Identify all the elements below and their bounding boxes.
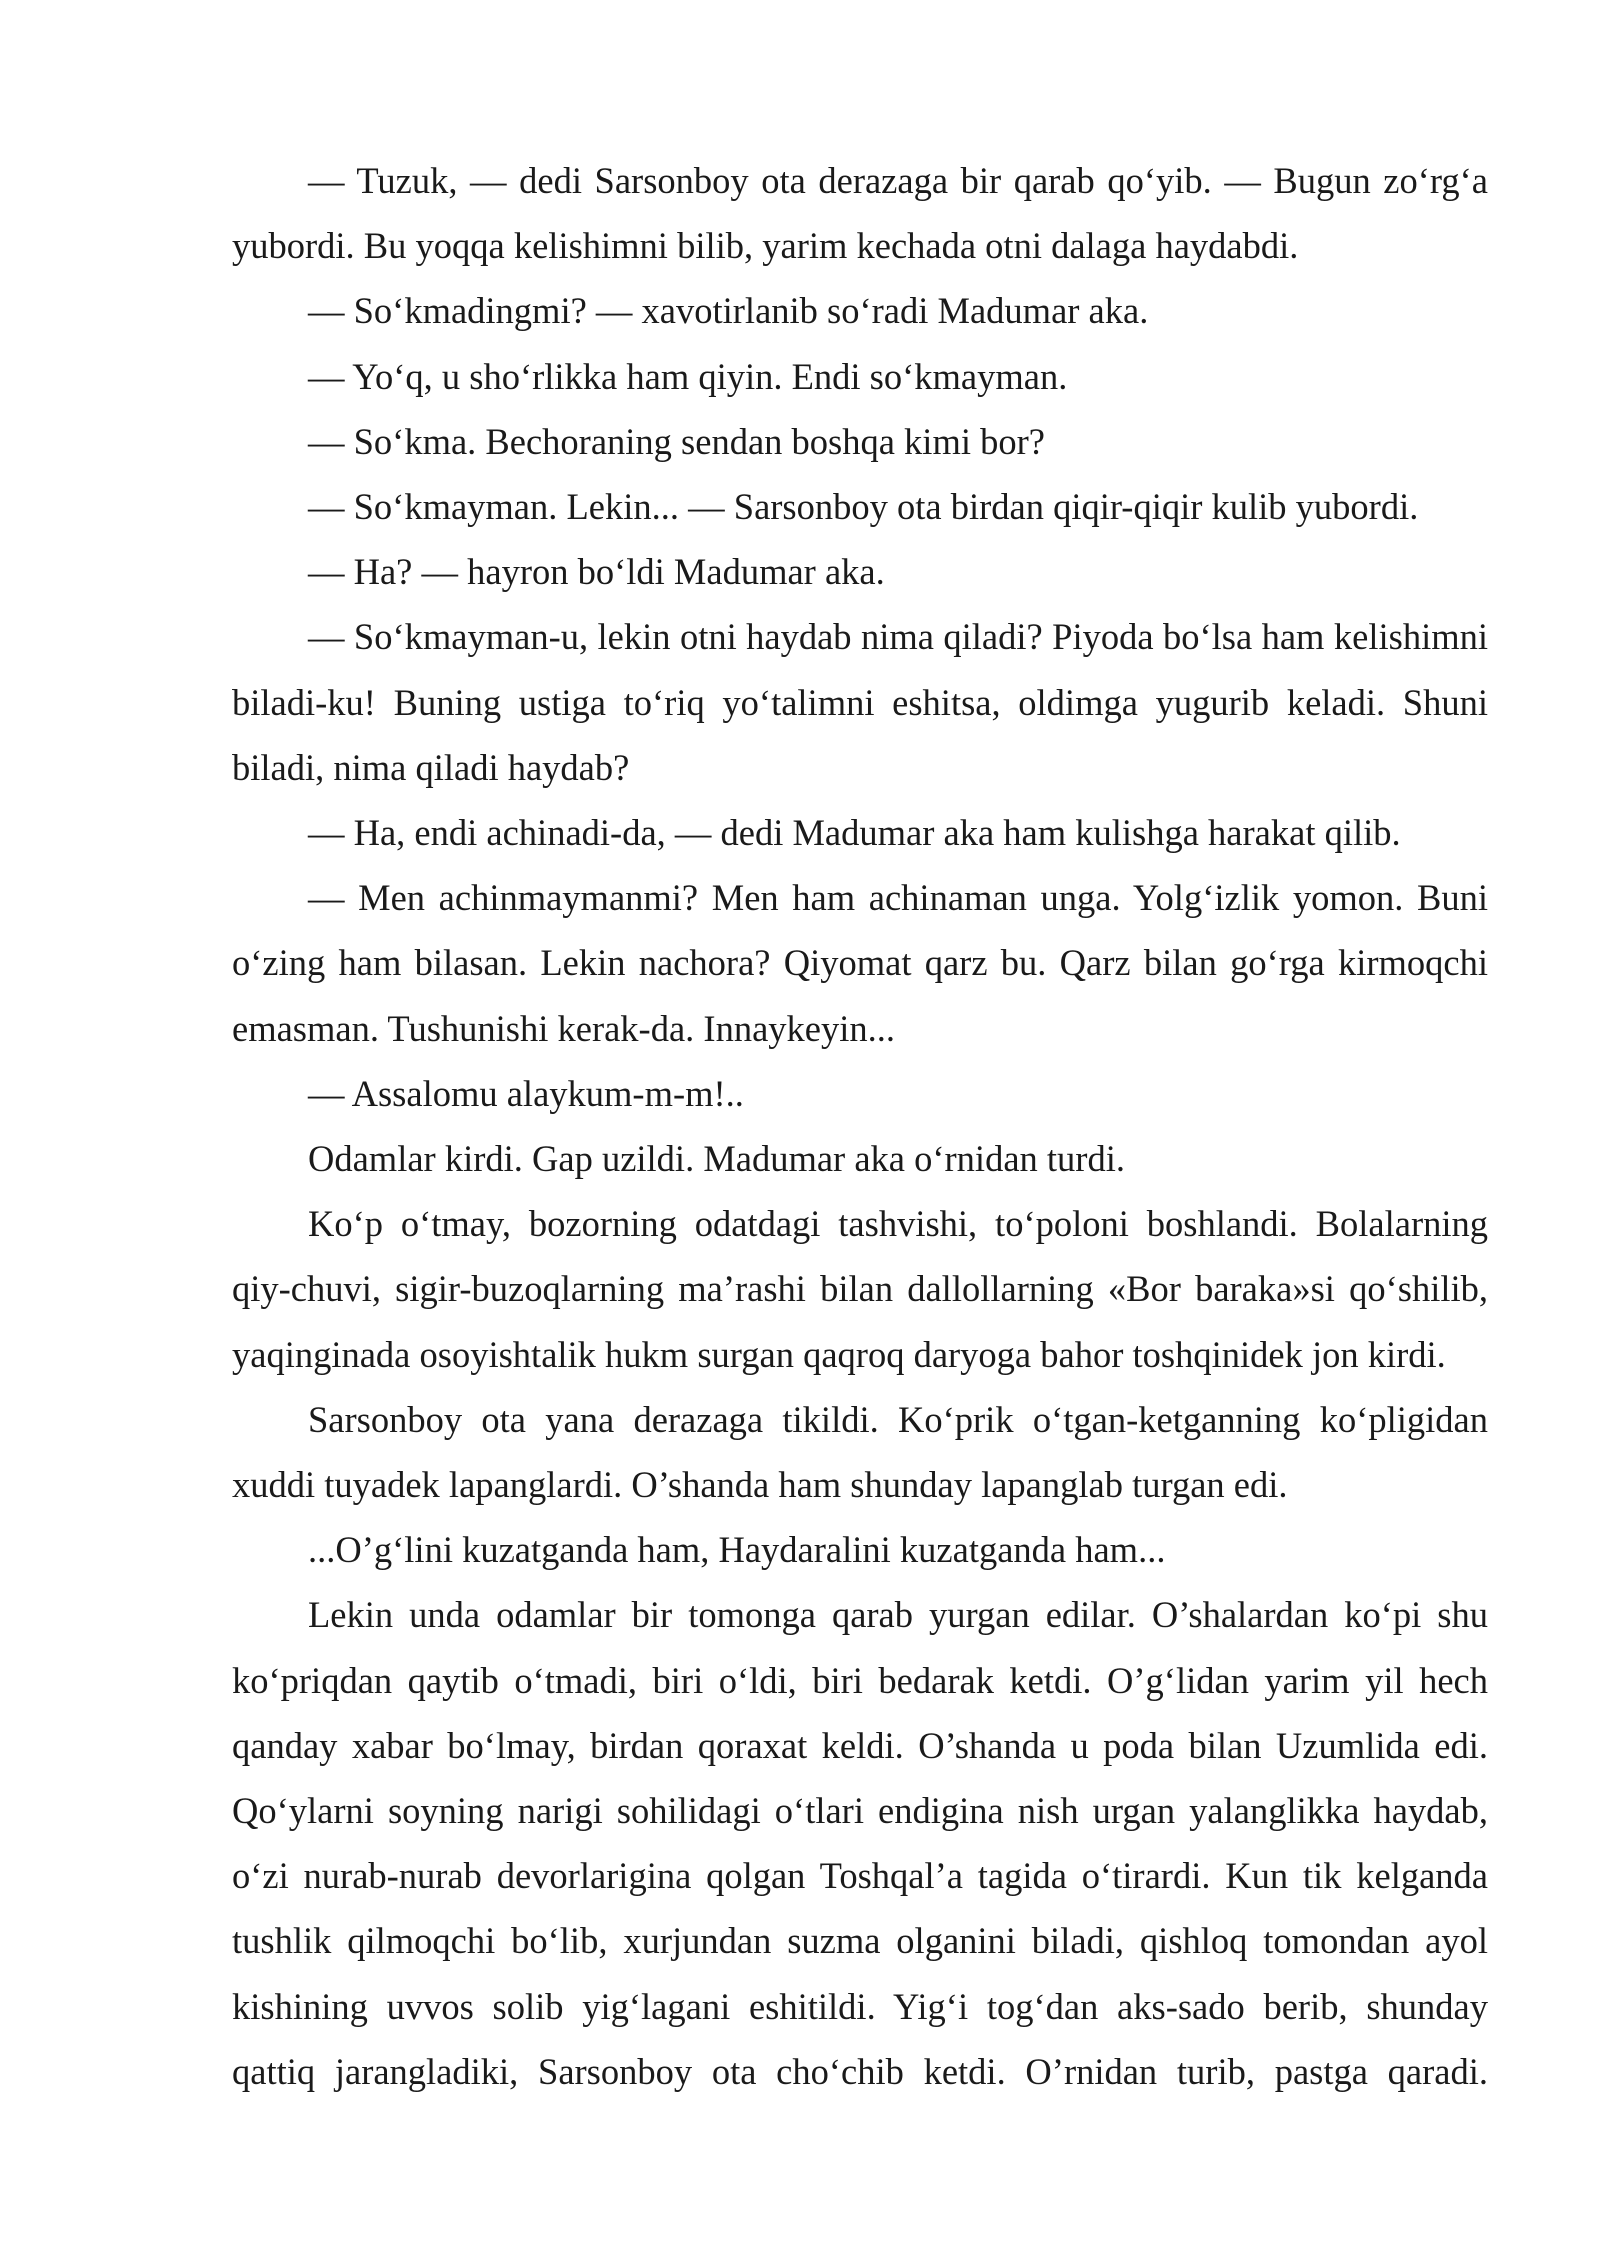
paragraph: Odamlar kirdi. Gap uzildi. Madumar aka o‘rnidan turdi. [308, 1138, 1125, 1180]
paragraph: — So‘kma. Bechoraning sendan boshqa kimi bor? [308, 420, 1045, 462]
paragraph: — Men achinmaymanmi? Men ham achinaman unga. Yolg‘izlik yomon. Buni o‘zing ham bilasan. Lekin nachora? Qiyomat qarz bu. Qarz bilan go‘rga kirmoqchi emasman. Tushunishi kerak-da. Innaykeyin... [232, 877, 1488, 1049]
paragraph: — Yo‘q, u sho‘rlikka ham qiyin. Endi so‘kmayman. [308, 355, 1068, 397]
paragraph: — Ha? — hayron bo‘ldi Madumar aka. [308, 551, 885, 593]
paragraph: Sarsonboy ota yana derazaga tikildi. Ko‘prik o‘tgan-ketganning ko‘pligidan xuddi tuyadek lapanglardi. O’shanda ham shunday lapanglab turgan edi. [232, 1398, 1488, 1506]
paragraph: Ko‘p o‘tmay, bozorning odatdagi tashvishi, to‘poloni boshlandi. Bolalarning qiy-chuvi, sigir-buzoqlarning ma’rashi bilan dallollarning «Bor baraka»si qo‘shilib, yaqinginada osoyishtalik hukm surgan qaqroq daryoga bahor toshqinidek jon kirdi. [232, 1203, 1488, 1375]
paragraph: Lekin unda odamlar bir tomonga qarab yurgan edilar. O’shalardan ko‘pi shu ko‘priqdan qaytib o‘tmadi, biri o‘ldi, biri bedarak ketdi. O’g‘lidan yarim yil hech qanday xabar bo‘lmay, birdan qoraxat keldi. O’shanda u poda bilan Uzumlida edi. Qo‘ylarni soyning narigi sohilidagi o‘tlari endigina nish urgan yalanglikka haydab, o‘zi nurab-nurab devorlarigina qolgan Toshqal’a tagida o‘tirardi. Kun tik kelganda tushlik qilmoqchi bo‘lib, xurjundan suzma olganini biladi, qishloq tomondan ayol kishining uvvos solib yig‘lagani eshitildi. Yig‘i tog‘dan aks-sado berib, shunday qattiq jarangladiki, Sarsonboy ota cho‘chib ketdi. O’rnidan turib, pastga qaradi. [232, 1594, 1488, 2092]
document-page [232, 148, 1488, 2104]
paragraph: ...O’g‘lini kuzatganda ham, Haydaralini kuzatganda ham... [308, 1529, 1166, 1571]
paragraph: — Assalomu alaykum-m-m!.. [308, 1072, 744, 1114]
paragraph: — So‘kmayman. Lekin... — Sarsonboy ota birdan qiqir-qiqir kulib yubordi. [308, 486, 1419, 528]
paragraph: — Tuzuk, — dedi Sarsonboy ota derazaga bir qarab qo‘yib. — Bugun zo‘rg‘a yubordi. Bu yoqqa kelishimni bilib, yarim kechada otni dalaga haydabdi. [232, 160, 1488, 267]
paragraph: — So‘kmadingmi? — xavotirlanib so‘radi Madumar aka. [308, 290, 1149, 332]
paragraph: — Ha, endi achinadi-da, — dedi Madumar aka ham kulishga harakat qilib. [308, 812, 1401, 854]
paragraph: — So‘kmayman-u, lekin otni haydab nima qiladi? Piyoda bo‘lsa ham kelishimni biladi-ku! Buning ustiga to‘riq yo‘talimni eshitsa, oldimga yugurib keladi. Shuni biladi, nima qiladi haydab? [232, 616, 1488, 788]
